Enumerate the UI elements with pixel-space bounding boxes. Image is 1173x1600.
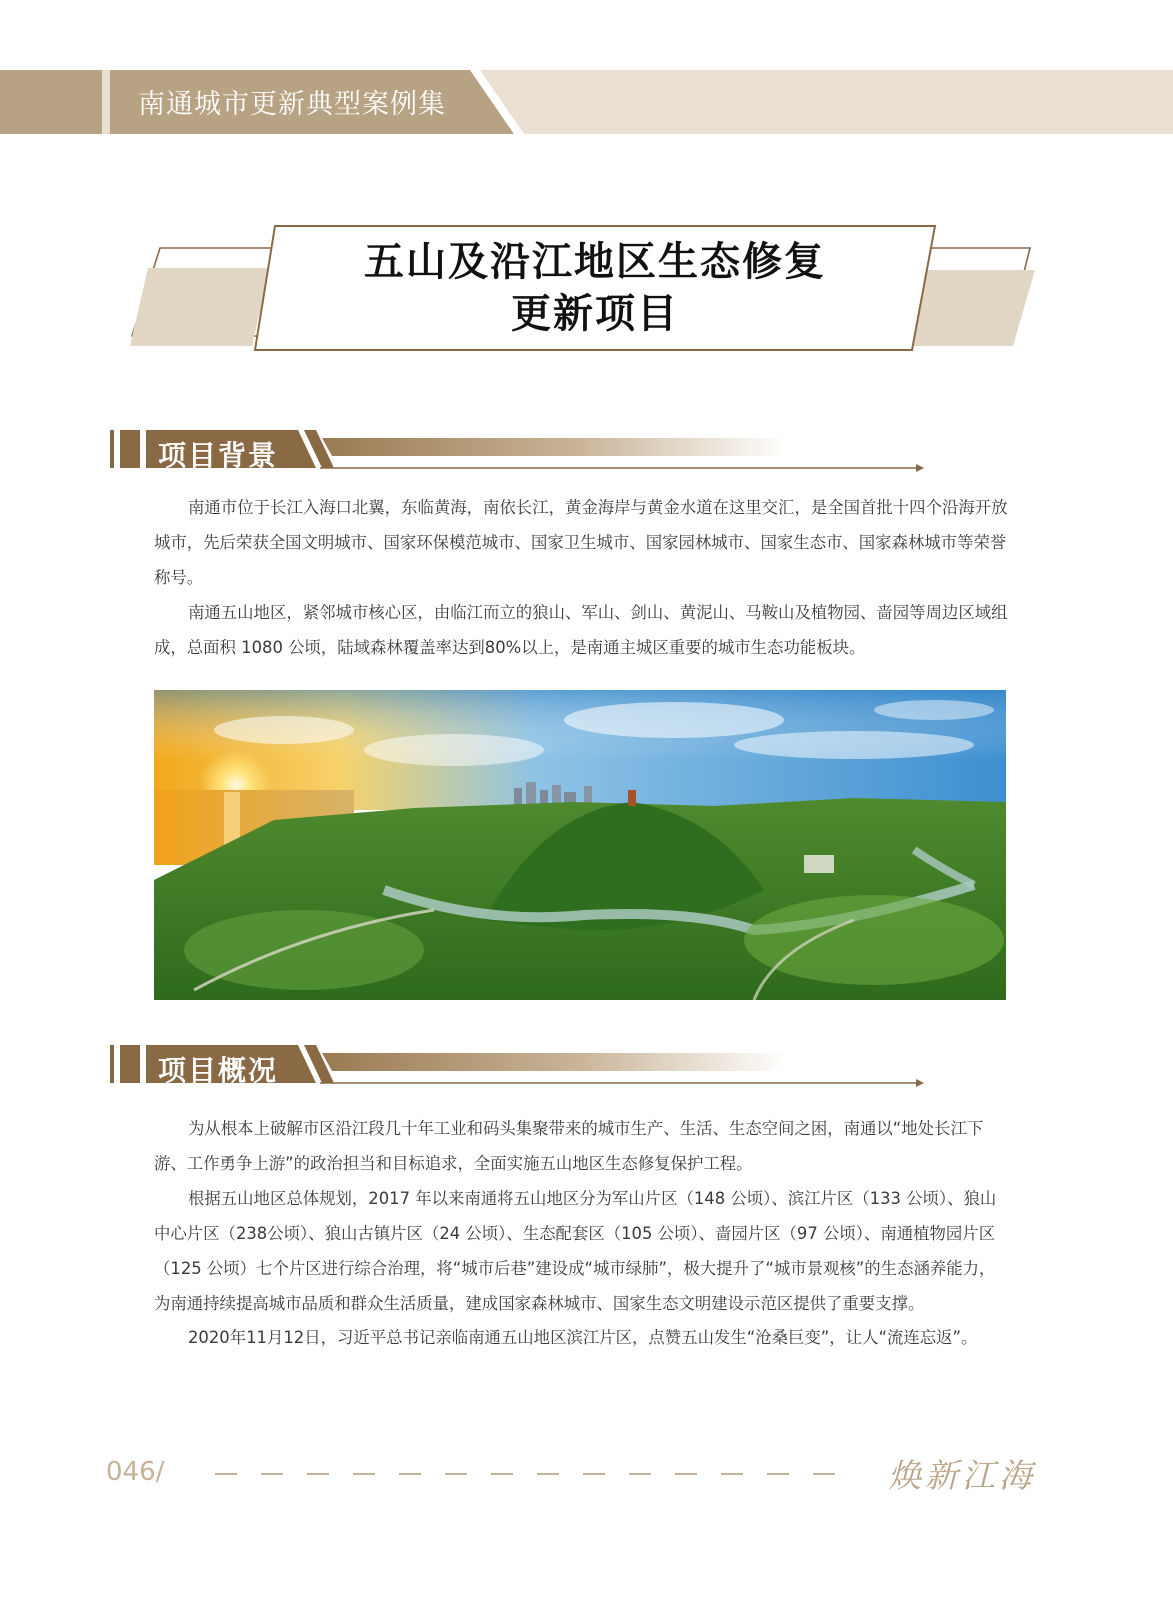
- paragraph-overview-3: 2020年11月12日，习近平总书记亲临南通五山地区滨江片区，点赞五山发生“沧桑巨变”，让人“流连忘返”。: [188, 1328, 978, 1347]
- footer-dashed-line: [215, 1473, 835, 1475]
- footer-brand-calligraphy: 焕新江海: [888, 1456, 1036, 1495]
- page-title-line1: 五山及沿江地区生态修复: [364, 239, 826, 285]
- paragraph-overview-2: 根据五山地区总体规划，2017 年以来南通将五山地区分为军山片区（148 公顷）、滨江片区（133 公顷）、狼山中心片区（238公顷）、狼山古镇片区（24 公顷）、生态配套区（105 公顷）、啬园片区（97 公顷）、南通植物园片区（125 公顷）七个片区进行综合治理，将“城市后巷”建设成“城市绿肺”，极大提升了“城市景观核”的生态涵养能力，为南通持续提高城市品质和群众生活质量，建成国家森林城市、国家生态文明建设示范区提供了重要支撑。: [154, 1189, 997, 1313]
- paragraph-background-1: 南通市位于长江入海口北翼，东临黄海，南依长江，黄金海岸与黄金水道在这里交汇，是全国首批十四个沿海开放城市，先后荣获全国文明城市、国家环保模范城市、国家卫生城市、国家园林城市、国家生态市、国家森林城市等荣誉称号。: [154, 498, 1008, 587]
- paragraph-overview-1: 为从根本上破解市区沿江段几十年工业和码头集聚带来的城市生产、生活、生态空间之困，南通以“地处长江下游、工作勇争上游”的政治担当和目标追求，全面实施五山地区生态修复保护工程。: [154, 1119, 984, 1173]
- section-heading-overview: 项目概况: [158, 1054, 279, 1087]
- section-heading-background: 项目背景: [158, 439, 279, 472]
- paragraph-background-2: 南通五山地区，紧邻城市核心区，由临江而立的狼山、军山、剑山、黄泥山、马鞍山及植物园、啬园等周边区域组成，总面积 1080 公顷，陆域森林覆盖率达到80%以上，是南通主城区重要的城市生态功能板块。: [154, 603, 1008, 657]
- page-number: 046/: [106, 1457, 165, 1487]
- aerial-panorama-photo: [154, 690, 1006, 1000]
- book-title: 南通城市更新典型案例集: [138, 89, 446, 120]
- page-title: [260, 236, 930, 340]
- page-title-line2: 更新项目: [511, 291, 679, 337]
